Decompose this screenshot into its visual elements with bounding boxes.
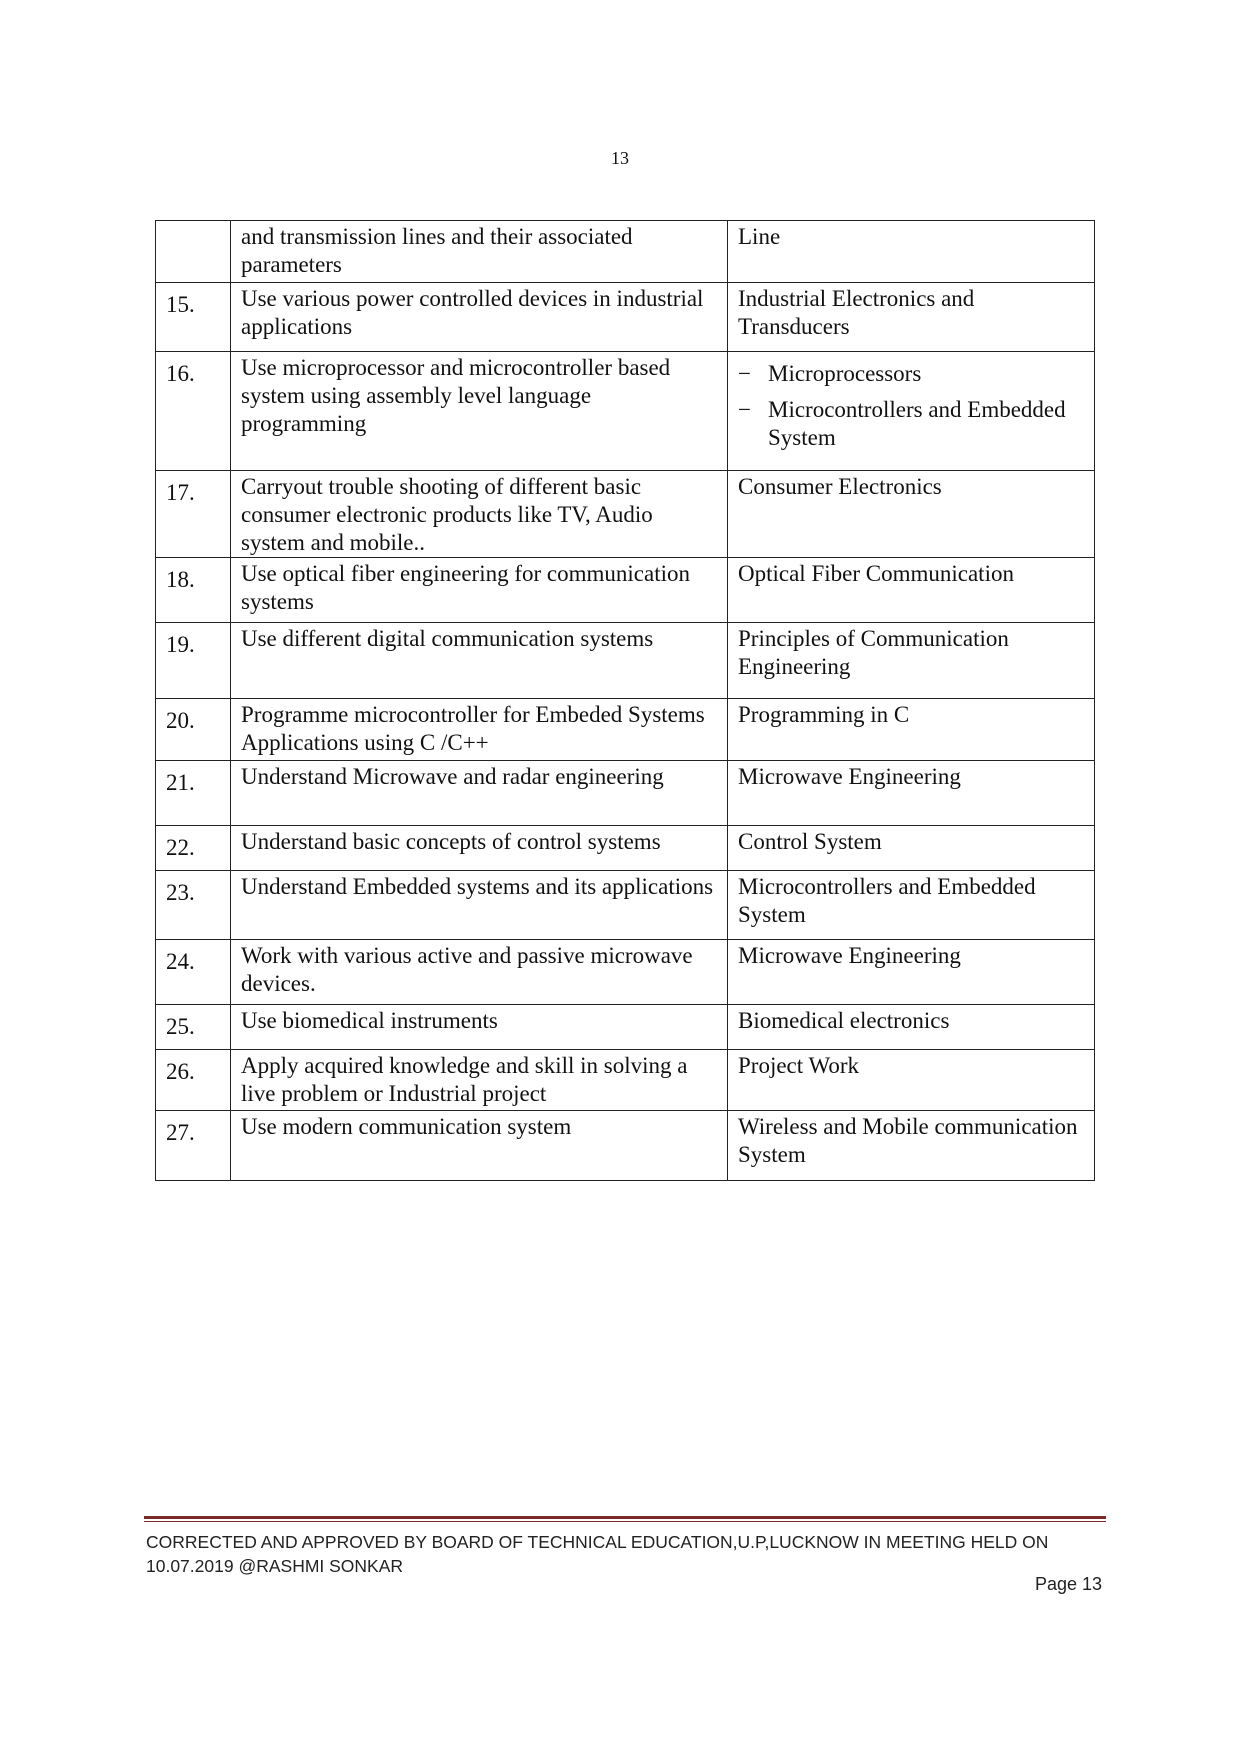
table-row [156, 623, 1095, 699]
table-row [156, 1005, 1095, 1050]
footer-approval-note: CORRECTED AND APPROVED BY BOARD OF TECHNICAL EDUCATION,U.P,LUCKNOW IN MEETING HELD ON 10.07.2019 @RASHMI SONKAR [146, 1532, 1049, 1576]
row-number [156, 221, 231, 283]
row-number: 27. [156, 1111, 231, 1181]
outcome-cell: Understand basic concepts of control systems [231, 826, 728, 871]
row-number: 16. [156, 352, 231, 471]
course-cell: Line [728, 221, 1095, 283]
table-row [156, 1111, 1095, 1181]
outcome-cell: Use various power controlled devices in industrial applications [231, 283, 728, 352]
outcome-cell: Use biomedical instruments [231, 1005, 728, 1050]
course-cell: Biomedical electronics [728, 1005, 1095, 1050]
table-row [156, 471, 1095, 558]
course-cell: Wireless and Mobile communication System [728, 1111, 1095, 1181]
outcome-cell: Programme microcontroller for Embeded Systems Applications using C /C++ [231, 699, 728, 761]
course-cell: Microcontrollers and Embedded System [728, 871, 1095, 940]
row-number: 19. [156, 623, 231, 699]
course-cell: Consumer Electronics [728, 471, 1095, 558]
row-number: 18. [156, 558, 231, 623]
course-cell: Programming in C [728, 699, 1095, 761]
outcome-cell: Understand Microwave and radar engineering [231, 761, 728, 826]
course-cell: Control System [728, 826, 1095, 871]
table-row [156, 1050, 1095, 1111]
outcome-cell: Use modern communication system [231, 1111, 728, 1181]
course-cell: Industrial Electronics and Transducers [728, 283, 1095, 352]
row-number: 22. [156, 826, 231, 871]
outcome-cell: Work with various active and passive microwave devices. [231, 940, 728, 1005]
footer-page-number: Page 13 [1034, 1574, 1102, 1594]
row-number: 21. [156, 761, 231, 826]
course-list-item: − Microcontrollers and Embedded System [738, 396, 1086, 452]
table-row [156, 940, 1095, 1005]
row-number: 17. [156, 471, 231, 558]
table-row [156, 761, 1095, 826]
table-row [156, 283, 1095, 352]
row-number: 15. [156, 283, 231, 352]
outcome-cell: Understand Embedded systems and its applications [231, 871, 728, 940]
outcomes-table [155, 220, 1095, 1181]
row-number: 25. [156, 1005, 231, 1050]
course-cell: Project Work [728, 1050, 1095, 1111]
outcome-cell: Use different digital communication systems [231, 623, 728, 699]
table-row [156, 221, 1095, 283]
course-cell: Principles of Communication Engineering [728, 623, 1095, 699]
outcome-cell: Use optical fiber engineering for communication systems [231, 558, 728, 623]
footer-divider [144, 1516, 1106, 1522]
row-number: 26. [156, 1050, 231, 1111]
page-number-top: 13 [611, 148, 629, 168]
outcomes-table-body [156, 221, 1095, 1181]
table-row [156, 699, 1095, 761]
row-number: 24. [156, 940, 231, 1005]
row-number: 23. [156, 871, 231, 940]
table-row [156, 826, 1095, 871]
course-cell: Optical Fiber Communication [728, 558, 1095, 623]
outcome-cell: Apply acquired knowledge and skill in solving a live problem or Industrial project [231, 1050, 728, 1111]
table-row [156, 558, 1095, 623]
outcome-cell: Carryout trouble shooting of different basic consumer electronic products like TV, Audio system and mobile.. [231, 471, 728, 558]
table-row [156, 352, 1095, 471]
course-cell [728, 352, 1095, 471]
row-number: 20. [156, 699, 231, 761]
course-list-item: − Microprocessors [738, 360, 1086, 388]
table-row [156, 871, 1095, 940]
course-cell: Microwave Engineering [728, 761, 1095, 826]
outcome-cell: and transmission lines and their associated parameters [231, 221, 728, 283]
course-cell: Microwave Engineering [728, 940, 1095, 1005]
course-list [738, 360, 1086, 452]
outcome-cell: Use microprocessor and microcontroller based system using assembly level language programming [231, 352, 728, 471]
